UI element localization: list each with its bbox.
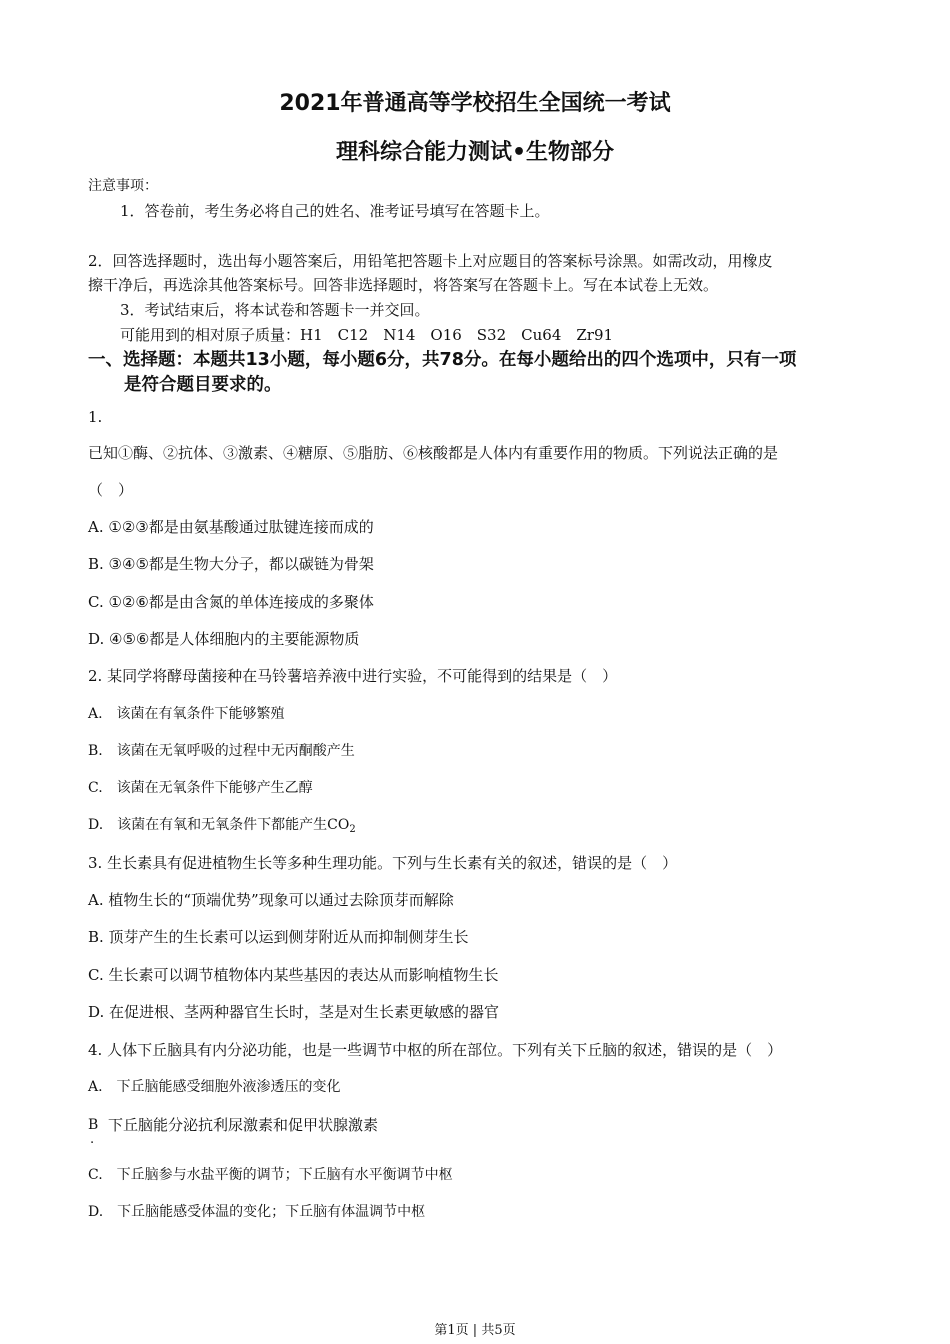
atomic-mass-line: 可能用到的相对原子质量：H1 C12 N14 O16 S32 Cu64 Zr91 [120, 326, 614, 344]
question-4-option-a: A. 下丘脑能感受细胞外液渗透压的变化 [88, 1079, 341, 1095]
question-3-stem: 3. 生长素具有促进植物生长等多种生理功能。下列与生长素有关的叙述，错误的是（ ） [88, 854, 678, 872]
question-4-option-b-letter: B [88, 1117, 99, 1133]
question-3-option-c: C. 生长素可以调节植物体内某些基因的表达从而影响植物生长 [88, 966, 499, 984]
question-2-option-d [88, 815, 356, 835]
question-3-option-b: B. 顶芽产生的生长素可以运到侧芽附近从而抑制侧芽生长 [88, 928, 469, 946]
question-4-option-d: D. 下丘脑能感受体温的变化；下丘脑有体温调节中枢 [88, 1204, 426, 1220]
note-item-1: 1．答卷前，考生务必将自己的姓名、准考证号填写在答题卡上。 [120, 202, 550, 220]
question-3-option-a: A. 植物生长的“顶端优势”现象可以通过去除顶芽而解除 [88, 891, 454, 909]
question-3-option-d: D. 在促进根、茎两种器官生长时，茎是对生长素更敏感的器官 [88, 1003, 500, 1021]
note-item-2-line2: 擦干净后，再选涂其他答案标号。回答非选择题时，将答案写在答题卡上。写在本试卷上无效。 [88, 276, 719, 294]
question-1-stem: 已知①酶、②抗体、③激素、④糖原、⑤脂肪、⑥核酸都是人体内有重要作用的物质。下列说法正确的是 [88, 444, 779, 462]
question-4-stem: 4. 人体下丘脑具有内分泌功能，也是一些调节中枢的所在部位。下列有关下丘脑的叙述，错误的是（ ） [88, 1041, 783, 1059]
question-1-number: 1. [88, 408, 103, 426]
note-item-3: 3．考试结束后，将本试卷和答题卡一并交回。 [120, 301, 430, 319]
question-2-option-d-subscript: 2 [349, 824, 356, 835]
question-2-option-b: B. 该菌在无氧呼吸的过程中无丙酮酸产生 [88, 743, 355, 759]
question-1-bracket: （ ） [88, 481, 134, 499]
question-1-option-d: D. ④⑤⑥都是人体细胞内的主要能源物质 [88, 630, 360, 648]
question-4-option-b-dot: . [90, 1132, 95, 1147]
section-heading-line2: 是符合题目要求的。 [124, 375, 282, 395]
section-heading-line1: 一、选择题：本题共13小题，每小题6分，共78分。在每小题给出的四个选项中，只有一项 [88, 350, 797, 370]
notes-heading: 注意事项： [88, 178, 158, 194]
question-4-option-b-text: 下丘脑能分泌抗利尿激素和促甲状腺激素 [108, 1116, 379, 1134]
question-1-option-a: A. ①②③都是由氨基酸通过肽键连接而成的 [88, 518, 374, 536]
question-1-option-c: C. ①②⑥都是由含氮的单体连接成的多聚体 [88, 593, 374, 611]
question-2-option-a: A. 该菌在有氧条件下能够繁殖 [88, 706, 285, 722]
page-footer: 第1页 | 共5页 [434, 1323, 516, 1338]
exam-title: 2021年普通高等学校招生全国统一考试 [279, 91, 671, 116]
exam-subtitle: 理科综合能力测试•生物部分 [335, 140, 615, 165]
question-2-option-c: C. 该菌在无氧条件下能够产生乙醇 [88, 780, 313, 796]
question-1-option-b: B. ③④⑤都是生物大分子，都以碳链为骨架 [88, 555, 374, 573]
question-2-stem: 2. 某同学将酵母菌接种在马铃薯培养液中进行实验，不可能得到的结果是（ ） [88, 667, 618, 685]
question-4-option-c: C. 下丘脑参与水盐平衡的调节；下丘脑有水平衡调节中枢 [88, 1167, 453, 1183]
note-item-2-line1: 2．回答选择题时，选出每小题答案后，用铅笔把答题卡上对应题目的答案标号涂黑。如需改动，用橡皮 [88, 252, 773, 270]
question-2-option-d-text: D. 该菌在有氧和无氧条件下都能产生CO [88, 817, 350, 833]
